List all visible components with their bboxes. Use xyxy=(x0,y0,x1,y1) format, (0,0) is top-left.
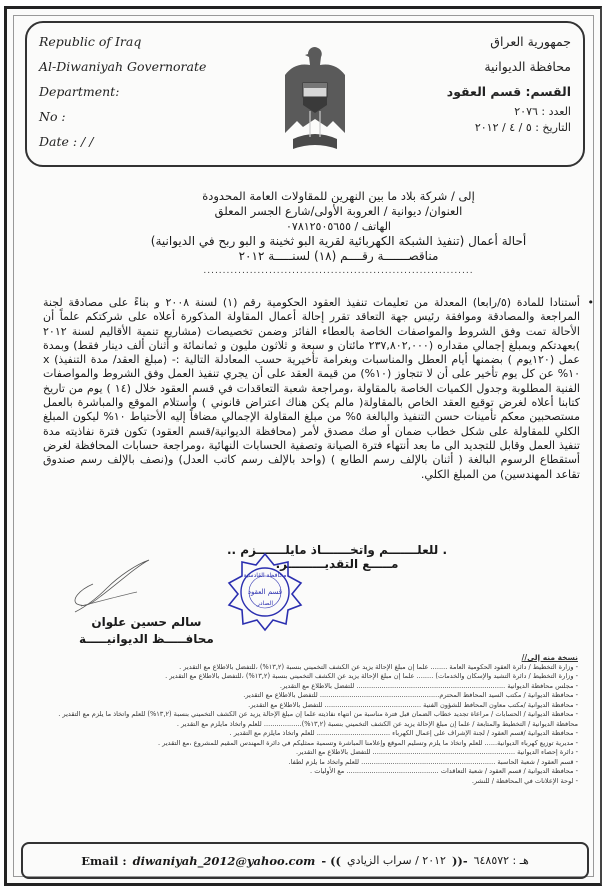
reference-number: العدد : ٢٠٧٦ xyxy=(514,105,571,118)
copies-list xyxy=(45,653,578,786)
copy-item: محافظة الديوانية / التخطيط والمتابعة / علما إن مبلغ الإحالة يزيد عن الكشف التخميني بنسبة (١٣,٢%).................. للعلم واتخاذ مايلزم مع التقدير . xyxy=(176,719,578,728)
subject-line: أحالة أعمال (تنفيذ الشبكة الكهربائية لقرية البو ثخينة و البو ربح في الديوانية) xyxy=(150,234,527,248)
body-paragraph: أستنادا للمادة (٥/رابعا) المعدلة من تعليمات تنفيذ العقود الحكومية رقم (١) لسنة ٢٠٠٨ و بناءً على مصادقة لجنة المراجعة والمصادقة وموافقة رئيس جهة التعاقد تقرر إحالة أعمال المقاولة المذكورة أعلاه على شركتكم علماً أن الأحالة تمت وفق الشروط والمواصفات الخاصة بالعطاء الفائز وضمن تخصيصات (مشاريع تنمية الأقاليم لسنة ٢٠١٢ )بعهدتكم وبمبلغ إجمالي مقداره (٢٣٧,٨٠٢,٠٠٠ مائتان و سبعة و ثلاثون مليون و ثمانمائة و أثنان ألف دينار فقط) وبمدة عمل (١٢٠يوم ) بضمنها أيام العطل والمناسبات وبغرامة تأخيرية حسب المعادلة التالية :- (مبلغ العقد/ مدة التنفيذ) x ١٠% عن كل يوم تأخير على أن لا تتجاوز (١٠%) من قيمة العقد على أن يجري تنفيذ العمل وفق الشروط والمواصفات الفنية المطلوبة وجدول الكميات الخاصة بالمقاولة ،ومراجعة شعبة التعاقدات في قسم العقود خلال (١٤ ) يوم من تاريخ كتابنا أعلاه لغرض توقيع العقد الخاص بالمقاولة( مالم يكن هناك اعتراض قانوني ) وأستلام الموقع والمباشرة بالعمل مستصحبين معكم تأمينات حسن التنفيذ والبالغة ٥% من مبلغ المقاولة الإجمالي مضافاً إليه الأحتياط ١٠% ليكون المبلغ الكلي للمقاولة على شكل خطاب ضمان أو صك مصدق لأمر (محافظة الديوانية/قسم العقود) تكون فترة نفاذيته مدة تنفيذ العمل وقابل للتجديد الى ما بعد أنتهاء فترة الصيانة وتصفية الحسابات النهائية ،ومراجعة حسابات المحافظة لغرض أستقطاع الرسوم البالغة ( أثنان بالإلف رسم الطابع ) (واحد بالإلف رسم كاتب العدل) و(نصف بالإلف رسم صندوق تقاعد المهندسين) من المبلغ الكلي. xyxy=(43,296,581,481)
signer-title: محافـــــظ الديوانيـــــة xyxy=(79,632,214,646)
copy-item: - مديرية توزيع كهرباء الديوانية...... للعلم واتخاذ ما يلزم وتسليم الموقع وإعلامنا المباشرة وتسمية ممثليكم في دائرة المهندس المقيم للمشروع ،مع التقدير . xyxy=(157,738,578,747)
footer-phone: هـ : ٦٤٨٥٧٢ xyxy=(473,854,529,867)
copy-item: - محافظة الديوانية /قسم العقود / لجنة الإشراف على إعمال الكهرباء ................................... للعلم واتخاذ مايلزم مع التقدير . xyxy=(229,729,578,737)
copy-item: - وزارة التخطيط / دائرة التشيد والإسكان والخدمات) ........ علما إن مبلغ الإحالة يزيد عن الكشف التخميني بنسبة (١٣,٢%) ،للتفضل بالاطلاع مع التقدير . xyxy=(165,672,578,680)
copy-item: - محافظة الديوانية / مكتب السيد المحافظ المحترم......................................................... للتفضل بالاطلاع مع التقدير. xyxy=(243,691,578,699)
copy-item: - لوحة الإعلانات في المحافظة / للنشر. xyxy=(471,776,578,785)
copy-item: - وزارة التخطيط / دائرة العقود الحكومية العامة ........ علما إن مبلغ الإحالة يزيد عن الكشف التخميني بنسبة (١٣,٢%) ،للتفضل بالاطلاع مع التقدير . xyxy=(179,662,578,671)
bullet-icon: • xyxy=(587,296,594,309)
recipient: إلى / شركة بلاد ما بين النهرين للمقاولات العامة المحدودة xyxy=(202,189,475,203)
copy-item: - محافظة الديوانية / الحسابات / مراعاة تجديد خطاب الضمان قبل فترة مناسبة من انتهاء نفاذيته علما إن مبلغ الإحالة يزيد عن الكشف التخميني بنسبة (١٣,٢%) للعلم واتخاذ ما يلزم مع التقدير . xyxy=(58,710,578,718)
department-ar: القسم: قسم العقود xyxy=(446,84,571,99)
footer-separator: - (( xyxy=(321,853,341,868)
copy-item: - محافظة الديوانية /مكتب معاون المحافظ للشؤون الفنية .............................................. للتفضل بالاطلاع مع التقدير. xyxy=(248,700,578,709)
signature-scribble-icon xyxy=(67,556,157,616)
letter-body xyxy=(43,296,594,482)
email-label: Email : xyxy=(81,853,127,868)
closing-line: . للعلـــــــم واتخـــــــاذ مايلـــــــزم .. مـــــع التقديـــــــــر. xyxy=(227,543,447,571)
copy-item: - دائرة إحصاء الديوانية .................................................................... للتفضل بالاطلاع مع التقدير. xyxy=(295,748,578,756)
letterhead xyxy=(25,21,585,167)
footer-contact xyxy=(21,842,589,879)
signer-name: سالم حسين علوان xyxy=(91,615,202,629)
separator-dots: ...................................................................... xyxy=(203,266,474,276)
typist-reference: ٢٠١٢ / سراب الزيادي xyxy=(347,854,446,867)
stamp-text-1: محافظة القادسية xyxy=(243,572,287,579)
date-label-en: Date : / / xyxy=(39,134,94,149)
governorate-en: Al-Diwaniyah Governorate xyxy=(39,59,207,74)
letterhead-english xyxy=(39,29,206,154)
number-label-en: No : xyxy=(39,109,66,124)
footer-arrow: ))- xyxy=(451,853,468,868)
copy-item: - محافظة الديوانية / قسم العقود / شعبة التعاقدات ............................................ مع الأوليات . xyxy=(310,767,578,775)
country-ar: جمهورية العراق xyxy=(490,34,571,49)
letter-date: التاريخ : ٥ / ٤ / ٢٠١٢ xyxy=(474,121,571,134)
recipient-address: العنوان/ ديوانية / العروبة الأولى/شارع الجسر المعلق xyxy=(214,204,463,218)
department-label-en: Department: xyxy=(39,84,120,99)
iraq-eagle-emblem-icon xyxy=(275,41,355,156)
signer-block xyxy=(79,614,214,648)
country-en: Republic of Iraq xyxy=(39,34,142,49)
official-stamp-icon xyxy=(225,552,305,632)
stamp-text-3: الصادر xyxy=(256,600,274,607)
stamp-text-2: قسم العقود xyxy=(247,588,283,596)
recipient-phone: الهاتف / ٠٧٨١٢٥٠٥٦٥٥ xyxy=(286,220,391,233)
copy-item: - مجلس محافظة الديوانية ....................................................................... للتفضل بالاطلاع مع التقدير. xyxy=(279,681,578,690)
tender-number: مناقصـــــــة رقــــم (١٨) لسنـــــة ٢٠١٢ xyxy=(238,249,439,263)
email-address[interactable]: diwaniyah_2012@yahoo.com xyxy=(132,853,316,868)
copies-title: نسخة منه إلى// xyxy=(521,653,578,662)
governorate-ar: محافظة الديوانية xyxy=(484,59,571,74)
copy-item: - قسم العقود / شعبة الحاسبة ................................................................ للعلم واتخاذ ما يلزم لطفا. xyxy=(288,757,578,766)
document-page xyxy=(4,6,602,886)
letterhead-arabic xyxy=(447,29,571,136)
addressee-block xyxy=(97,189,580,279)
